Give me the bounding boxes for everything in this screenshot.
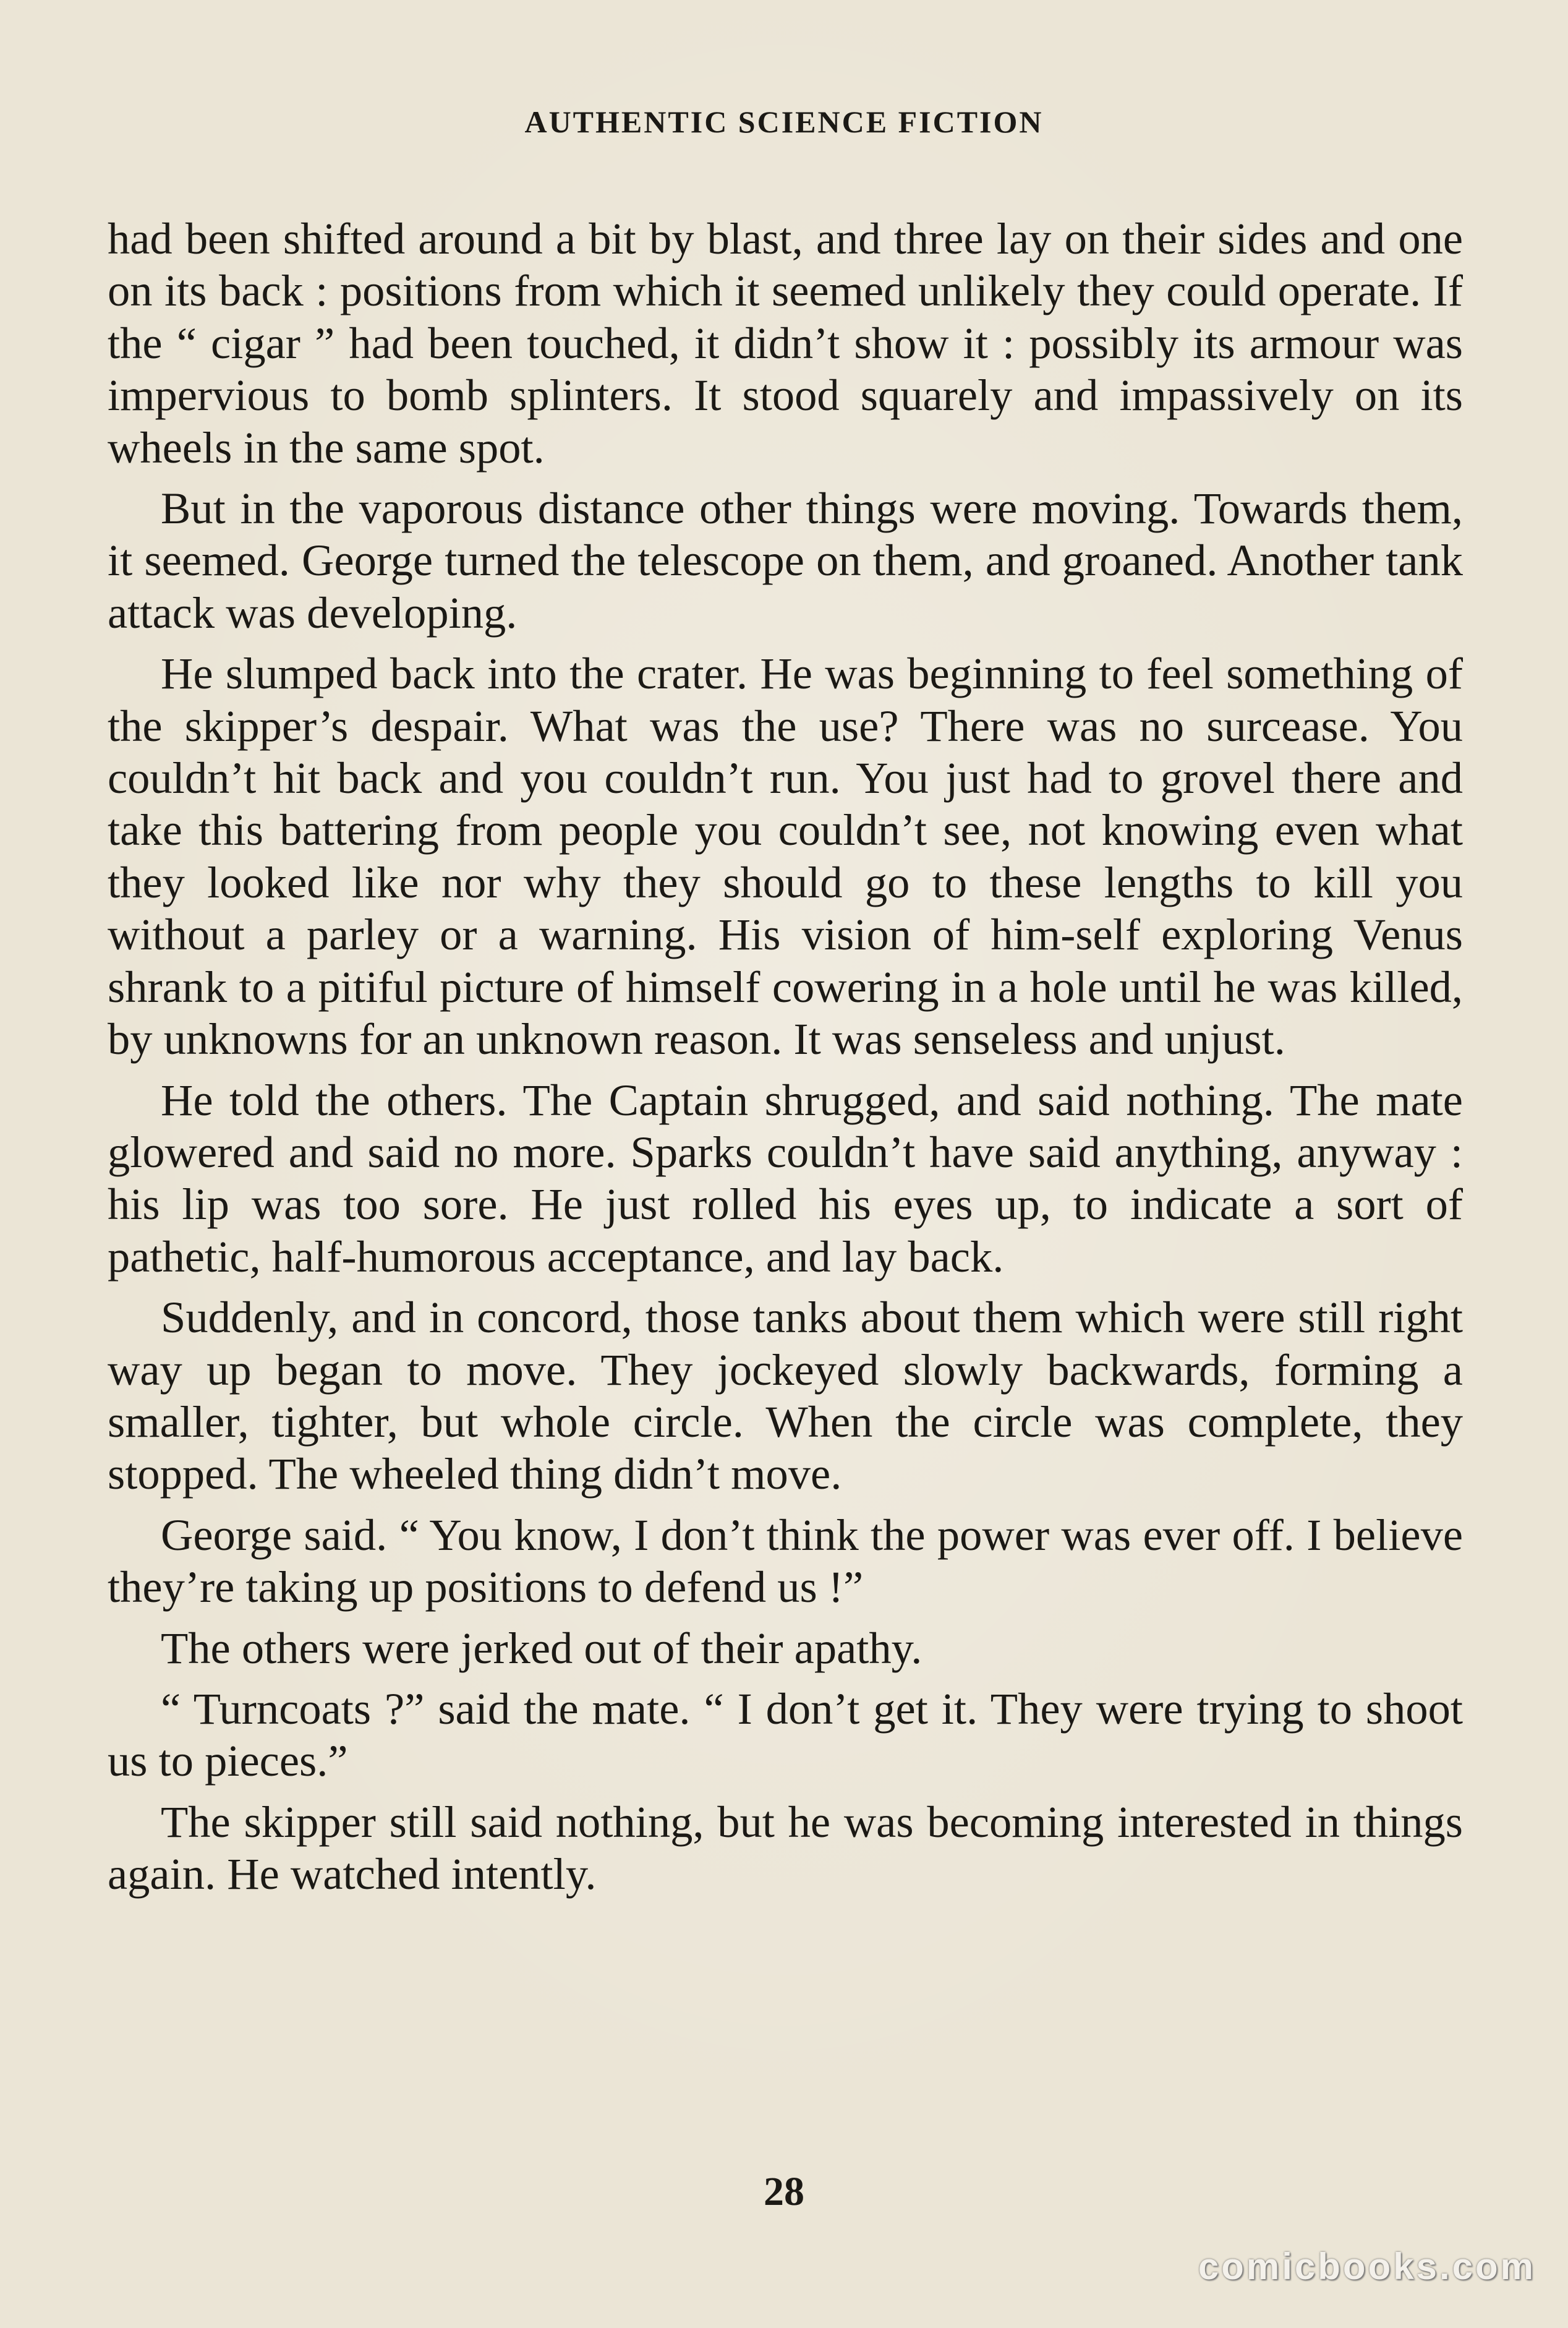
watermark: comicbooks.com bbox=[1198, 2246, 1536, 2287]
paragraph-7: The others were jerked out of their apathy. bbox=[161, 1622, 922, 1673]
paragraph-9: The skipper still said nothing, but he was becoming interested in things again. He watched intently. bbox=[108, 1796, 1463, 1899]
body-text bbox=[108, 213, 1463, 1909]
paragraph-2: But in the vaporous distance other things were moving. Towards them, it seemed. George turned the telescope on them, and groaned. Another tank attack was developing. bbox=[108, 483, 1463, 638]
paragraph-6: George said. “ You know, I don’t think the power was ever off. I believe they’re taking up positions to defend us !” bbox=[108, 1509, 1463, 1612]
paragraph-1: had been shifted around a bit by blast, and three lay on their sides and one on its back : positions from which it seemed unlikely they could operate. If the “ cigar ” had been touched, it didn’t show it : possibly its armour was impervious to bomb splinters. It stood squarely and impassively on its wheels in the same spot. bbox=[108, 213, 1463, 473]
page-number: 28 bbox=[764, 2169, 804, 2214]
paragraph-8: “ Turncoats ?” said the mate. “ I don’t get it. They were trying to shoot us to pieces.” bbox=[108, 1683, 1463, 1786]
paragraph-5: Suddenly, and in concord, those tanks about them which were still right way up began to move. They jockeyed slowly backwards, forming a smaller, tighter, but whole circle. When the circle was complete, they stopped. The wheeled thing didn’t move. bbox=[108, 1292, 1463, 1499]
paragraph-3: He slumped back into the crater. He was beginning to feel something of the skipper’s despair. What was the use? There was no surcease. You couldn’t hit back and you couldn’t run. You just had to grovel there and take this battering from people you couldn’t see, not knowing even what they looked like nor why they should go to these lengths to kill you without a parley or a warning. His vision of him-self exploring Venus shrank to a pitiful picture of himself cowering in a hole until he was killed, by unknowns for an unknown reason. It was senseless and unjust. bbox=[108, 648, 1463, 1064]
paragraph-4: He told the others. The Captain shrugged, and said nothing. The mate glowered and said no more. Sparks couldn’t have said anything, anyway : his lip was too sore. He just rolled his eyes up, to indicate a sort of pathetic, half-humorous acceptance, and lay back. bbox=[108, 1074, 1463, 1282]
running-head: AUTHENTIC SCIENCE FICTION bbox=[524, 105, 1044, 139]
